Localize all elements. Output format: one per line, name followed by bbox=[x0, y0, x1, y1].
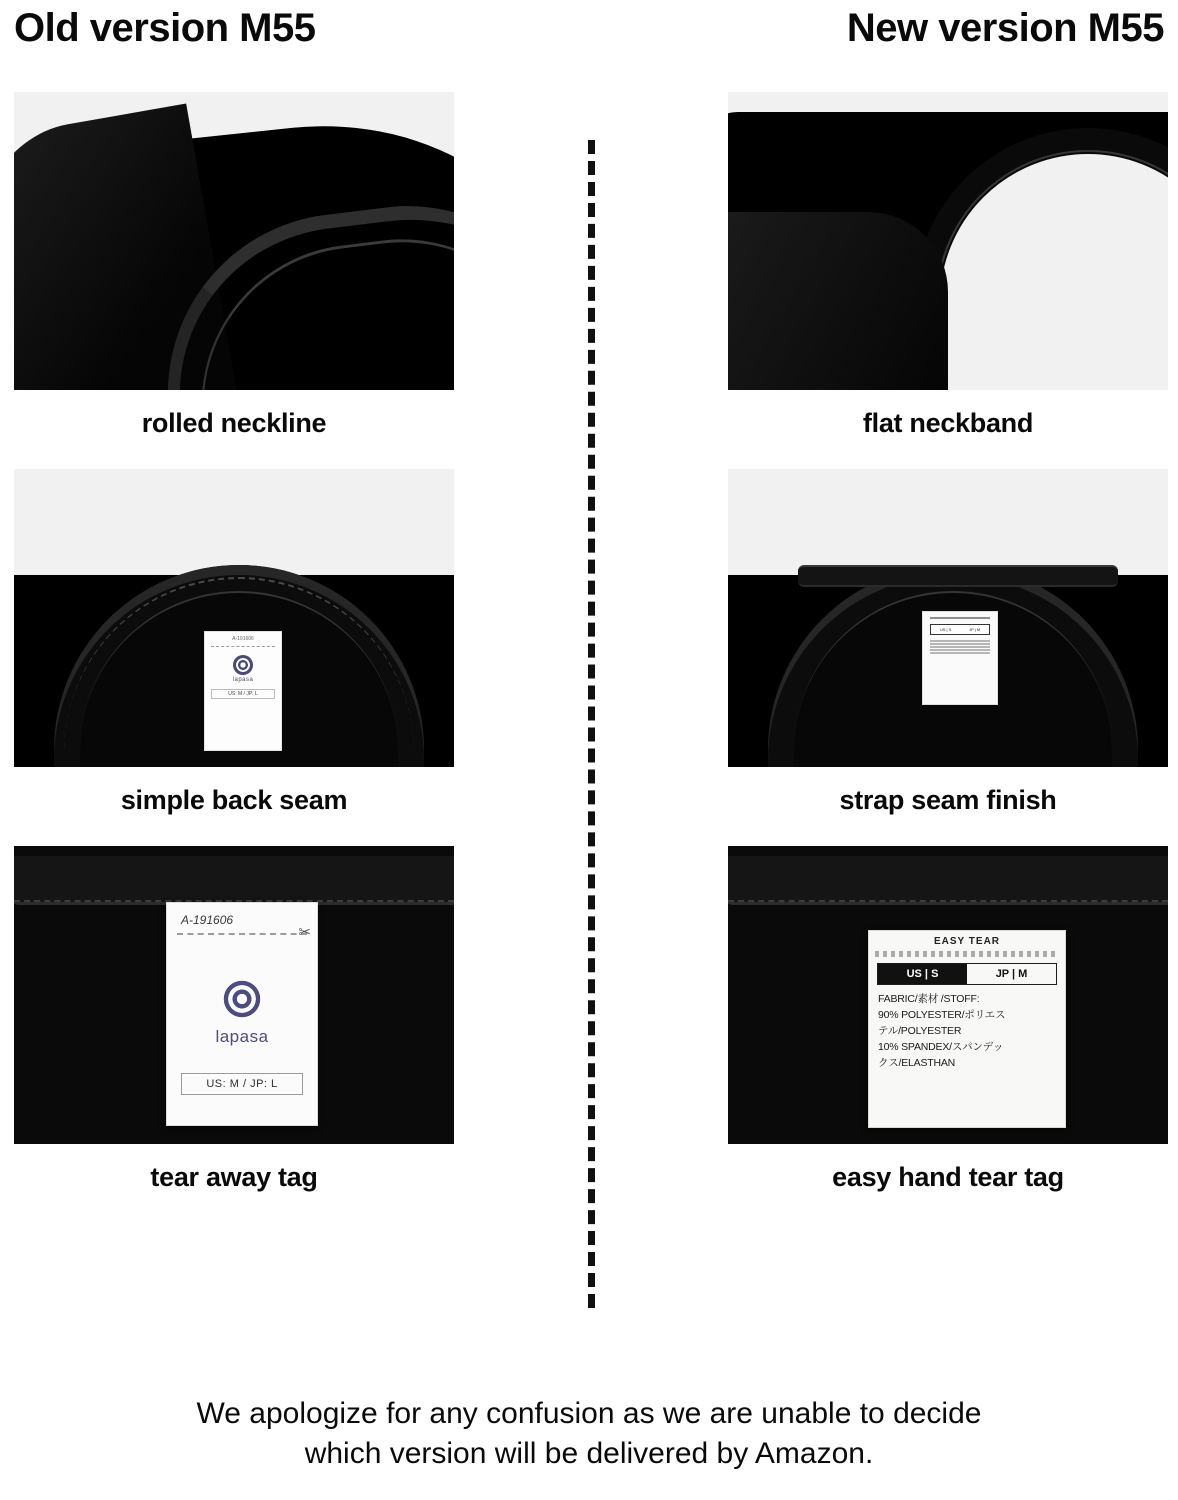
new-item-easy-tear-tag bbox=[728, 846, 1168, 1215]
tag-code: A-191606 bbox=[181, 913, 234, 927]
vertical-divider bbox=[588, 140, 595, 1308]
tear-away-tag bbox=[166, 902, 318, 1126]
photo-strap-seam bbox=[728, 469, 1168, 767]
tag-text-line bbox=[930, 646, 990, 648]
tag-size-jp: JP | M bbox=[967, 964, 1056, 984]
old-version-title: Old version M55 bbox=[14, 6, 316, 50]
photo-tear-away-tag bbox=[14, 846, 454, 1144]
new-item-strap-seam bbox=[728, 469, 1168, 838]
tag-perforation bbox=[211, 646, 275, 647]
apology-note bbox=[0, 1394, 1178, 1474]
photo-flat-neckband bbox=[728, 92, 1168, 390]
caption-back-seam: simple back seam bbox=[120, 785, 348, 815]
small-tag-size: US: M / JP: L bbox=[211, 689, 275, 699]
scissors-icon: ✂ bbox=[298, 924, 311, 941]
garment-shoulder bbox=[728, 212, 948, 390]
tag-size-jp: JP | M bbox=[968, 627, 981, 632]
lapasa-logo-icon bbox=[233, 655, 253, 675]
tag-text-line bbox=[930, 640, 990, 642]
new-version-column bbox=[728, 92, 1168, 1223]
old-item-tear-away-tag bbox=[14, 846, 454, 1215]
caption-strap-seam: strap seam finish bbox=[839, 785, 1057, 815]
small-tag-code: A-191606 bbox=[232, 636, 254, 642]
neckband bbox=[14, 856, 454, 905]
tear-perforation bbox=[875, 951, 1059, 957]
tag-size-bar bbox=[877, 963, 1057, 985]
tag-top-bar bbox=[930, 617, 990, 619]
fabric-line: FABRIC/素材 /STOFF: bbox=[878, 993, 980, 1005]
photo-back-seam bbox=[14, 469, 454, 767]
small-care-tag bbox=[204, 631, 282, 751]
tag-size-us: US | S bbox=[878, 964, 967, 984]
small-care-tag bbox=[922, 611, 998, 705]
lapasa-logo-icon bbox=[220, 977, 264, 1021]
apology-line-2: which version will be delivered by Amazon. bbox=[304, 1437, 874, 1470]
caption-tear-away-tag: tear away tag bbox=[150, 1162, 318, 1192]
neck-stitching bbox=[728, 900, 1168, 902]
old-version-column bbox=[14, 92, 454, 1223]
fabric-line: 10% SPANDEX/スパンデッ bbox=[878, 1041, 1004, 1053]
tag-size-row: US: M / JP: L bbox=[181, 1073, 303, 1095]
caption-flat-neckband: flat neckband bbox=[862, 408, 1034, 438]
caption-easy-tear-tag: easy hand tear tag bbox=[832, 1162, 1064, 1192]
easy-tear-title: EASY TEAR bbox=[933, 936, 1001, 947]
tag-perforation bbox=[177, 924, 311, 941]
new-item-flat-neckband bbox=[728, 92, 1168, 461]
old-item-rolled-neckline bbox=[14, 92, 454, 461]
photo-easy-tear-tag bbox=[728, 846, 1168, 1144]
strap-seam bbox=[798, 565, 1118, 587]
apology-line-1: We apologize for any confusion as we are unable to decide bbox=[196, 1397, 982, 1430]
photo-rolled-neckline bbox=[14, 92, 454, 390]
caption-rolled-neckline: rolled neckline bbox=[141, 408, 327, 438]
new-version-title: New version M55 bbox=[846, 6, 1164, 50]
easy-tear-tag bbox=[868, 930, 1066, 1128]
tag-size-box bbox=[930, 624, 990, 635]
tag-text-line bbox=[930, 643, 990, 645]
tag-text-line bbox=[930, 652, 990, 654]
tag-fabric-info bbox=[878, 991, 1056, 1071]
tag-size-us: US | S bbox=[939, 627, 952, 632]
fabric-line: テル/POLYESTER bbox=[878, 1025, 962, 1037]
tag-brand: lapasa bbox=[215, 1027, 269, 1046]
fabric-line: 90% POLYESTER/ポリエス bbox=[878, 1009, 1006, 1021]
fabric-line: クス/ELASTHAN bbox=[878, 1057, 956, 1069]
neckband bbox=[728, 856, 1168, 905]
old-item-back-seam bbox=[14, 469, 454, 838]
small-tag-brand: lapasa bbox=[232, 677, 254, 683]
tag-text-line bbox=[930, 649, 990, 651]
